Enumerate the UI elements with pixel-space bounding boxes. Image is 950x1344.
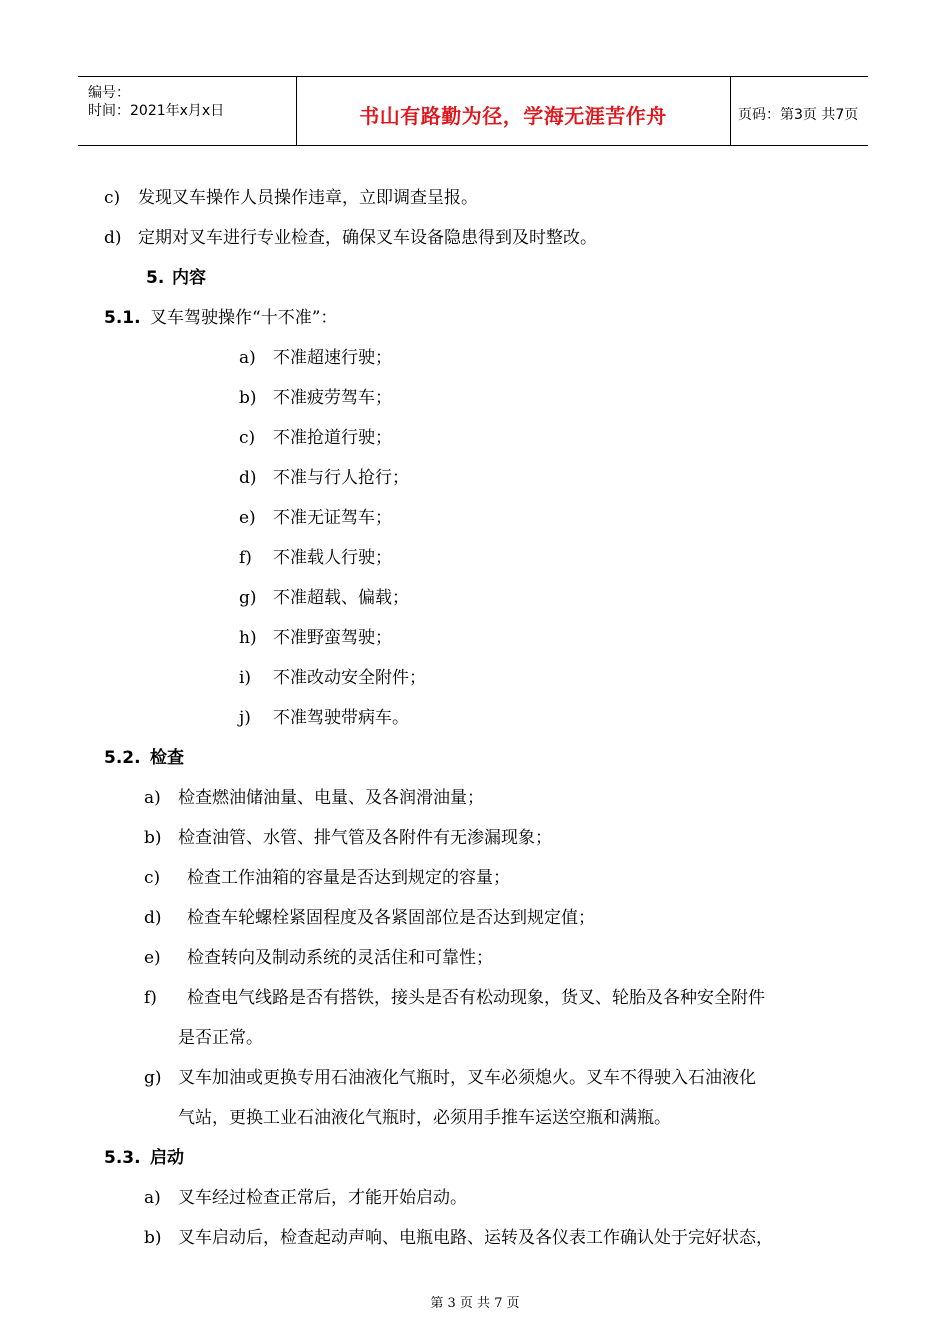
section-title: 内容 xyxy=(172,268,206,288)
header-right-cell xyxy=(730,77,868,145)
subsection-heading xyxy=(104,1147,184,1169)
list-item-label: j) xyxy=(239,708,251,728)
list-item-continuation: 气站，更换工业石油液化气瓶时，必须用手推车运送空瓶和满瓶。 xyxy=(178,1108,671,1128)
list-item-label: b) xyxy=(239,388,257,408)
list-item-text: 叉车经过检查正常后，才能开始启动。 xyxy=(178,1188,467,1208)
list-item xyxy=(104,187,478,209)
list-item-label: f) xyxy=(239,548,252,568)
list-item-text: 不准抢道行驶； xyxy=(273,428,392,448)
list-item xyxy=(239,587,409,609)
list-item xyxy=(239,467,409,489)
list-item xyxy=(144,907,595,929)
list-item-label: e) xyxy=(239,508,256,528)
document-date-label: 时间：2021年x月x日 xyxy=(88,103,225,119)
list-item-text: 检查电气线路是否有搭铁，接头是否有松动现象，货叉、轮胎及各种安全附件 xyxy=(187,988,765,1008)
list-item xyxy=(239,627,392,649)
list-item-text: 不准驾驶带病车。 xyxy=(273,708,409,728)
header-left-cell xyxy=(78,77,297,145)
list-item xyxy=(239,347,392,369)
list-item xyxy=(144,827,552,849)
list-item-label: i) xyxy=(239,668,252,688)
list-item-text: 发现叉车操作人员操作违章，立即调查呈报。 xyxy=(138,188,478,208)
subsection-title: 检查 xyxy=(150,748,184,768)
list-item xyxy=(144,867,510,889)
list-item-text: 不准载人行驶； xyxy=(273,548,392,568)
subsection-heading xyxy=(104,307,337,329)
document-number-label: 编号： xyxy=(88,85,130,101)
list-item-text: 不准超载、偏载； xyxy=(273,588,409,608)
list-item xyxy=(239,427,392,449)
subsection-number: 5.3. xyxy=(104,1148,141,1168)
list-item xyxy=(239,507,392,529)
list-item-label: a) xyxy=(144,1188,161,1208)
list-item xyxy=(239,387,392,409)
list-item xyxy=(239,547,392,569)
list-item-text: 不准与行人抢行； xyxy=(273,468,409,488)
list-item-text: 不准无证驾车； xyxy=(273,508,392,528)
subsection-number: 5.1. xyxy=(104,308,141,328)
list-item xyxy=(144,1067,756,1089)
list-item-text: 定期对叉车进行专业检查，确保叉车设备隐患得到及时整改。 xyxy=(138,228,597,248)
list-item-label: a) xyxy=(144,788,161,808)
list-item xyxy=(104,227,597,249)
list-item xyxy=(144,787,484,809)
list-item-text: 不准改动安全附件； xyxy=(273,668,426,688)
list-item-text: 检查车轮螺栓紧固程度及各紧固部位是否达到规定值； xyxy=(187,908,595,928)
header-motto: 书山有路勤为径，学海无涯苦作舟 xyxy=(359,104,667,128)
list-item xyxy=(144,987,765,1009)
subsection-number: 5.2. xyxy=(104,748,141,768)
section-heading xyxy=(146,267,206,289)
list-item-text: 不准野蛮驾驶； xyxy=(273,628,392,648)
list-item-label: b) xyxy=(144,828,162,848)
list-item-label: g) xyxy=(239,588,257,608)
subsection-title: 叉车驾驶操作“十不准”： xyxy=(150,308,338,328)
list-item-text: 检查燃油储油量、电量、及各润滑油量； xyxy=(178,788,484,808)
list-item-text: 不准超速行驶； xyxy=(273,348,392,368)
list-item-label: d) xyxy=(239,468,257,488)
page-header xyxy=(78,76,868,146)
list-item-label: d) xyxy=(144,908,162,928)
list-item xyxy=(144,1187,467,1209)
list-item xyxy=(144,1227,773,1249)
list-item-label: h) xyxy=(239,628,257,648)
list-item-text: 叉车加油或更换专用石油液化气瓶时，叉车必须熄火。叉车不得驶入石油液化 xyxy=(178,1068,756,1088)
list-item-continuation: 是否正常。 xyxy=(178,1028,263,1048)
list-item-label: c) xyxy=(104,188,121,208)
section-number: 5. xyxy=(146,268,165,288)
list-item-text: 叉车启动后，检查起动声响、电瓶电路、运转及各仪表工作确认处于完好状态， xyxy=(178,1228,773,1248)
list-item-label: f) xyxy=(144,988,157,1008)
header-page-info: 页码：第3页 共7页 xyxy=(738,107,859,123)
page-footer: 第 3 页 共 7 页 xyxy=(430,1296,520,1311)
subsection-heading xyxy=(104,747,184,769)
list-item-label: e) xyxy=(144,948,161,968)
list-item xyxy=(239,707,409,729)
list-item-text: 检查油管、水管、排气管及各附件有无渗漏现象； xyxy=(178,828,552,848)
list-item xyxy=(144,947,493,969)
list-item-label: d) xyxy=(104,228,122,248)
list-item-label: g) xyxy=(144,1068,162,1088)
list-item-label: c) xyxy=(144,868,161,888)
list-item-text: 不准疲劳驾车； xyxy=(273,388,392,408)
subsection-title: 启动 xyxy=(150,1148,184,1168)
list-item-label: b) xyxy=(144,1228,162,1248)
list-item-label: c) xyxy=(239,428,256,448)
header-mid-cell xyxy=(296,77,731,145)
list-item xyxy=(239,667,426,689)
list-item-label: a) xyxy=(239,348,256,368)
list-item-text: 检查工作油箱的容量是否达到规定的容量； xyxy=(187,868,510,888)
list-item-text: 检查转向及制动系统的灵活住和可靠性； xyxy=(187,948,493,968)
